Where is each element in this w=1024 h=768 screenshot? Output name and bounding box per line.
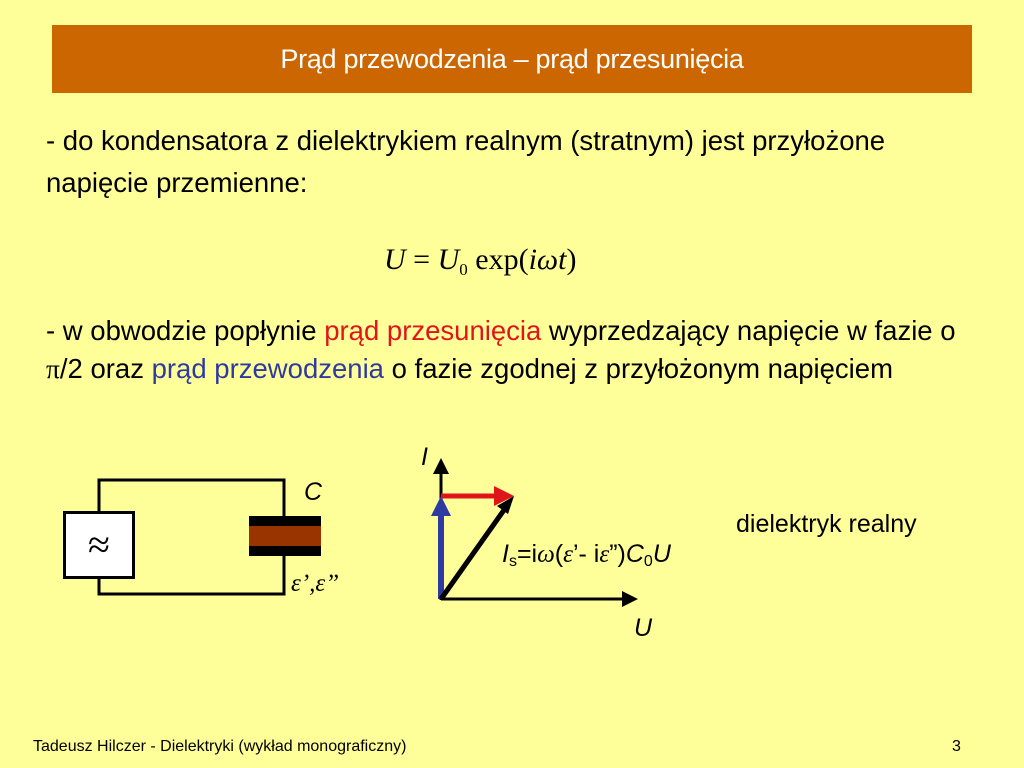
page-number: 3 bbox=[952, 738, 961, 755]
para2-text-3: /2 oraz bbox=[59, 353, 152, 384]
is-c: C bbox=[625, 540, 644, 568]
footer-author: Tadeusz Hilczer - Dielektryki (wykład monograficzny) bbox=[33, 738, 407, 755]
para2-text-2: wyprzedzający napięcie w fazie o bbox=[541, 315, 956, 346]
formula-exp: exp( bbox=[467, 243, 529, 276]
conduction-current-term: prąd przewodzenia bbox=[151, 353, 384, 384]
is-main: I bbox=[502, 540, 509, 568]
is-p3: ’- i bbox=[572, 540, 600, 568]
formula-u: U bbox=[384, 243, 406, 276]
ac-source: ≈ bbox=[63, 511, 135, 579]
para2-text-4: o fazie zgodnej z przyłożonym napięciem bbox=[383, 353, 893, 384]
slide-title: Prąd przewodzenia – prąd przesunięcia bbox=[280, 43, 744, 74]
pi-symbol: π bbox=[46, 353, 60, 384]
formula-u0-sub: 0 bbox=[459, 260, 468, 279]
is-sub: s bbox=[508, 553, 517, 570]
displacement-current-term: prąd przesunięcia bbox=[324, 315, 542, 346]
is-p4: ”) bbox=[609, 540, 626, 568]
i-axis-label: I bbox=[421, 443, 428, 471]
u-axis bbox=[441, 591, 638, 607]
displacement-current-vector bbox=[431, 496, 451, 599]
is-u: U bbox=[652, 540, 671, 568]
para2-text-1: - w obwodzie popłynie bbox=[46, 315, 325, 346]
formula-i: i bbox=[528, 243, 537, 276]
formula-omega: ω bbox=[536, 243, 559, 276]
is-p2: ( bbox=[554, 540, 564, 568]
capacitor-label: C bbox=[304, 478, 323, 506]
is-eps1: ε bbox=[563, 541, 573, 568]
permittivity-label: ε’,ε” bbox=[291, 570, 340, 597]
is-eps2: ε bbox=[599, 541, 610, 568]
is-c-sub: 0 bbox=[643, 553, 653, 570]
formula-u0: U bbox=[437, 243, 460, 276]
formula-t: t bbox=[558, 243, 567, 276]
real-dielectric-label: dielektryk realny bbox=[736, 510, 917, 538]
current-formula-label bbox=[502, 540, 671, 571]
u-axis-label: U bbox=[634, 614, 653, 642]
is-omega: ω bbox=[537, 541, 555, 568]
is-p1: =i bbox=[516, 540, 538, 568]
capacitor bbox=[249, 516, 321, 556]
formula-close: ) bbox=[566, 243, 577, 276]
intro-paragraph: - do kondensatora z dielektrykiem realnym (stratnym) jest przyłożone napięcie przemienne: bbox=[46, 125, 886, 198]
formula-eq: = bbox=[405, 243, 438, 276]
